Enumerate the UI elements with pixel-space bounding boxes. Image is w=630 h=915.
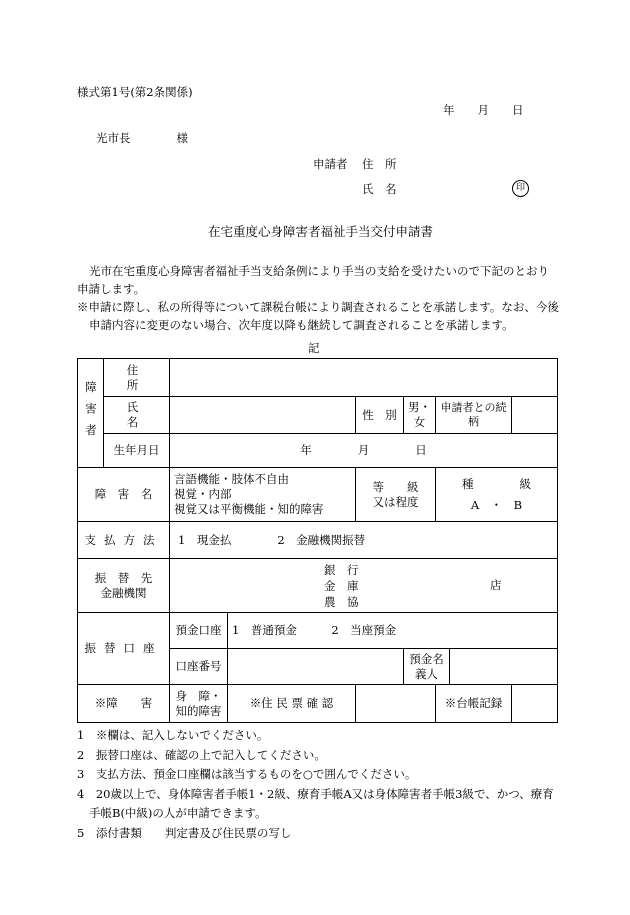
address-input-cell[interactable] — [170, 359, 558, 397]
address-label-cell: 住 所 — [104, 359, 170, 397]
application-table — [77, 358, 558, 723]
office-residence-input-cell — [356, 685, 436, 723]
office-type-cell: 身 障・ 知的障害 — [170, 685, 228, 723]
holder-label-cell: 預金名義人 — [404, 649, 450, 685]
deposit-options-cell[interactable]: 1 普通預金 2 当座預金 — [228, 613, 558, 649]
account-no-input-cell[interactable] — [228, 649, 404, 685]
applicant-label: 申請者 — [313, 157, 348, 171]
note-item: 1 ※欄は、記入しないでください。 — [77, 728, 269, 742]
notes-list — [77, 726, 557, 843]
person-group-cell: 障害者 — [78, 359, 104, 468]
relation-input-cell[interactable] — [512, 397, 558, 434]
account-label-cell: 振替口座 — [78, 613, 170, 685]
note-item: 2 振替口座は、確認の上で記入してください。 — [77, 747, 326, 762]
disability-options-cell[interactable]: 言語機能・肢体不自由 視覚・内部 視覚又は平衡機能・知的障害 — [170, 468, 356, 522]
name-label-cell: 氏 名 — [104, 397, 170, 434]
kind-cell[interactable]: 種 級 A ・ B — [436, 468, 558, 522]
office-ledger-cell: ※台帳記録 — [436, 685, 512, 723]
office-disability-cell: ※障 害 — [78, 685, 170, 723]
addressee: 光市長 様 — [96, 131, 188, 145]
name-label: 氏 名 — [362, 182, 397, 196]
bank-input-cell[interactable]: 銀 行 金 庫 農 協 店 — [170, 559, 558, 613]
relation-label-cell: 申請者との続柄 — [436, 397, 512, 434]
grade-label-cell: 等 級 又は程度 — [356, 468, 436, 522]
ki-label: 記 — [308, 341, 320, 355]
office-residence-cell: ※住 民 票 確 認 — [228, 685, 356, 723]
holder-input-cell[interactable] — [450, 649, 558, 685]
deposit-label-cell: 預金口座 — [170, 613, 228, 649]
date-line: 年 月 日 — [443, 103, 524, 117]
bank-label-cell: 振 替 先 金融機関 — [78, 559, 170, 613]
seal-mark: 印 — [512, 179, 529, 197]
birth-input-cell[interactable]: 年 月 日 — [170, 434, 558, 468]
sex-options-cell[interactable]: 男・女 — [404, 397, 436, 434]
office-ledger-input-cell — [512, 685, 558, 723]
birth-label-cell: 生年月日 — [104, 434, 170, 468]
disability-label-cell: 障 害 名 — [78, 468, 170, 522]
note-item: 4 20歳以上で、身体障害者手帳1・2級、療育手帳A又は身体障害者手帳3級で、かつ、療育手帳B(中級)の人が申請できます。 — [77, 786, 554, 820]
payment-options-cell[interactable]: 1 現金払 2 金融機関振替 — [170, 522, 558, 559]
consent-paragraph: ※申請に際し、私の所得等について課税台帳により調査されることを承諾します。なお、今後申請内容に変更のない場合、次年度以降も継続して調査されることを承諾します。 — [77, 300, 559, 332]
form-number: 様式第1号(第2条関係) — [77, 85, 193, 99]
branch-label: 店 — [490, 577, 502, 592]
note-item: 5 添付書類 判定書及び住民票の写し — [77, 825, 292, 840]
account-no-label-cell: 口座番号 — [170, 649, 228, 685]
document-title: 在宅重度心身障害者福祉手当交付申請書 — [208, 224, 434, 239]
sex-label-cell: 性 別 — [356, 397, 404, 434]
payment-label-cell: 支払方法 — [78, 522, 170, 559]
note-item: 3 支払方法、預金口座欄は該当するものを○で囲んでください。 — [77, 767, 417, 781]
name-input-cell[interactable] — [170, 397, 356, 434]
body-paragraph: 光市在宅重度心身障害者福祉手当支給条例により手当の支給を受けたいので下記のとおり申請します。 — [77, 264, 549, 296]
address-label: 住 所 — [362, 157, 397, 171]
